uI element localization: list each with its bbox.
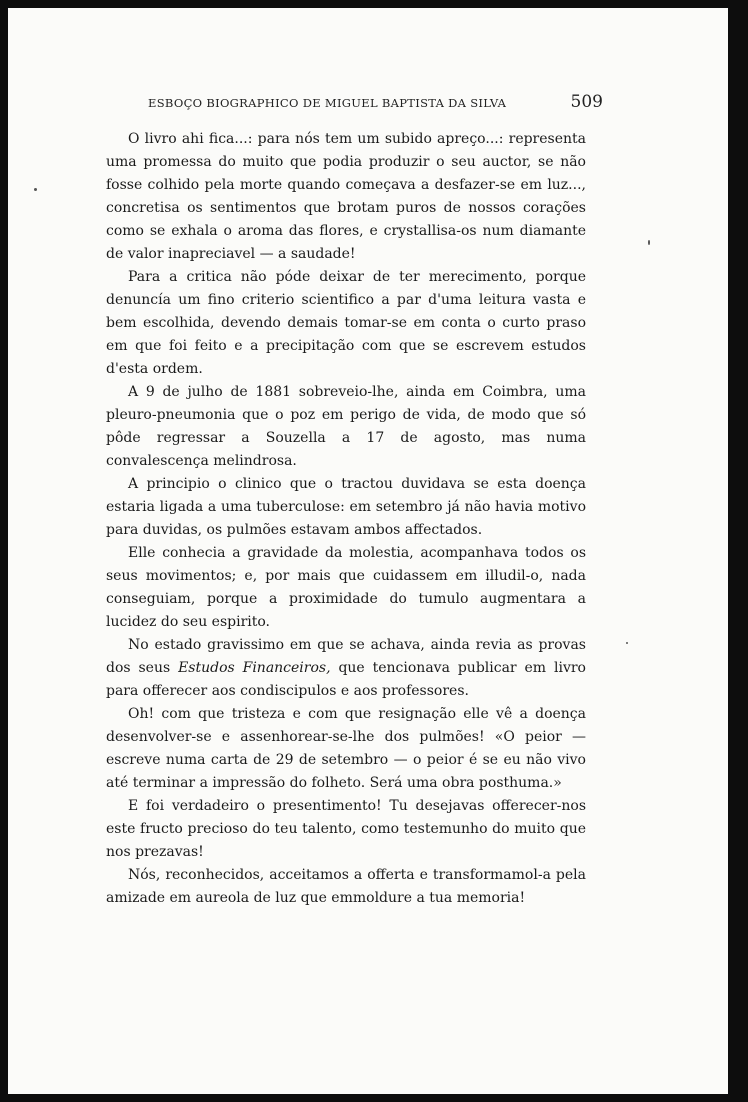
paragraph: Oh! com que tristeza e com que resignação elle vê a doença desenvolver-se e assenhorear-se-lhe dos pulmões! «O peior — escreve numa carta de 29 de setembro — o peior é se eu não vivo até terminar a impressão do folheto. Será uma obra posthuma.» [106,706,586,791]
paragraph: Elle conhecia a gravidade da molestia, acompanhava todos os seus movimentos; e, por mais que cuidassem em illudil-o, nada conseguiam, porque a proximidade do tumulo augmentara a lucidez do seu espirito. [106,545,586,630]
paragraph: A principio o clinico que o tractou duvidava se esta doença estaria ligada a uma tuberculose: em setembro já não havia motivo para duvidas, os pulmões estavam ambos affectados. [106,476,586,538]
page-header [148,92,603,116]
paragraph: E foi verdadeiro o presentimento! Tu desejavas offerecer-nos este fructo precioso do teu talento, como testemunho do muito que nos prezavas! [106,798,586,860]
paper-speck [34,188,37,191]
paper-speck [626,642,628,644]
paragraph: Nós, reconhecidos, acceitamos a offerta e transformamol-a pela amizade em aureola de luz que emmoldure a tua memoria! [106,867,586,906]
paragraph-text: No estado gravissimo em que se achava, ainda revia as provas dos seus [106,637,586,676]
paragraph: Para a critica não póde deixar de ter merecimento, porque denuncía um fino criterio scientifico a par d'uma leitura vasta e bem escolhida, devendo demais tomar-se em conta o curto praso em que foi feito e a precipitação com que se escrevem estudos d'esta ordem. [106,269,586,377]
paper-speck [648,240,650,245]
paragraph [106,634,586,703]
text-body [106,128,586,910]
running-title: ESBOÇO BIOGRAPHICO DE MIGUEL BAPTISTA DA SILVA [148,96,507,110]
page-number: 509 [570,92,603,112]
paragraph: A 9 de julho de 1881 sobreveio-lhe, ainda em Coimbra, uma pleuro-pneumonia que o poz em perigo de vida, de modo que só pôde regressar a Souzella a 17 de agosto, mas numa convalescença melindrosa. [106,384,586,469]
book-page [8,8,728,1094]
paragraph-text: que tencionava publicar em livro para offerecer aos condiscipulos e aos professores. [106,660,586,699]
paragraph: O livro ahi fica...: para nós tem um subido apreço...: representa uma promessa do muito que podia produzir o seu auctor, se não fosse colhido pela morte quando começava a desfazer-se em luz..., concretisa os sentimentos que brotam puros de nossos corações como se exhala o aroma das flores, e crystallisa-os num diamante de valor inapreciavel — a saudade! [106,131,586,262]
book-title: Estudos Financeiros, [178,660,331,676]
